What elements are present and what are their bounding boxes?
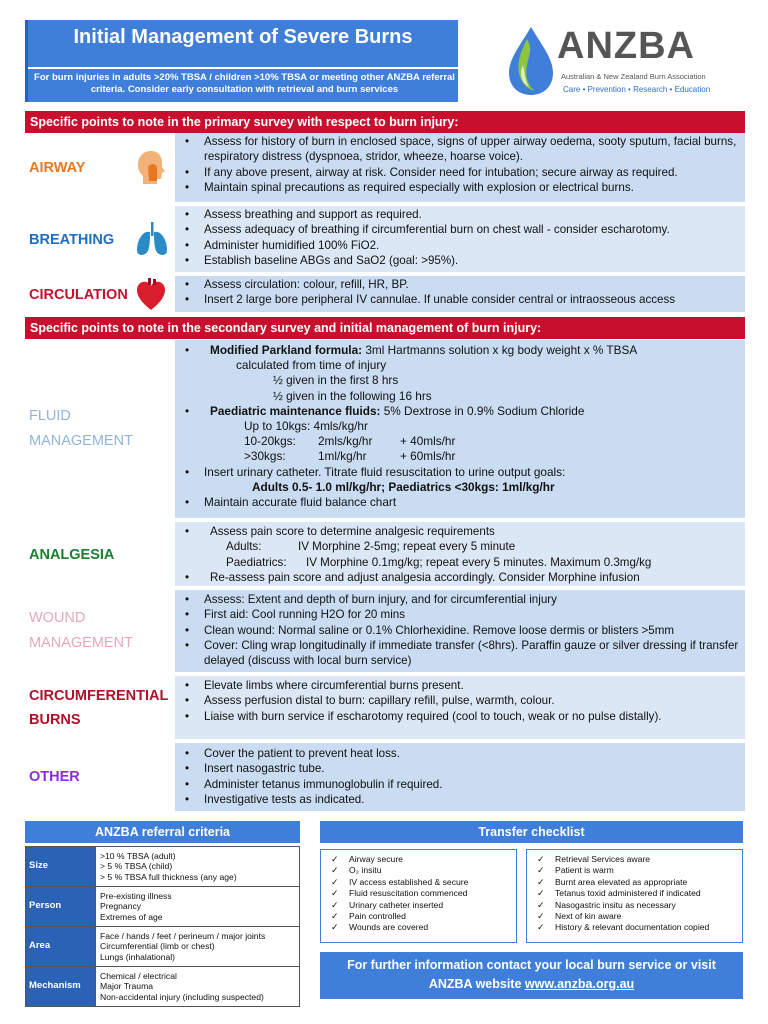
contact-banner [320, 952, 743, 999]
airway-point: • If any above present, airway at risk. Consider need for intubation; secure airway as required. [182, 165, 741, 180]
half-first: ½ given in the first 8 hrs [273, 373, 399, 388]
referral-line: Lungs (inhalational) [100, 951, 176, 962]
breathing-point: • Establish baseline ABGs and SaO2 (goal: >95%). [182, 253, 741, 268]
checklist-item: ✓ Wounds are covered [329, 922, 512, 933]
analgesia-assess: • Assess pain score to determine analgesic requirements [182, 524, 741, 539]
referral-line: > 5 % TBSA (child) [100, 861, 173, 872]
checklist-item: ✓ Nasogastric insitu as necessary [535, 900, 738, 911]
page-title: Initial Management of Severe Burns [73, 26, 413, 48]
fluid-points [178, 340, 745, 518]
logo-tagline: Care • Prevention • Research • Education [563, 85, 711, 94]
wound-point: • Clean wound: Normal saline or 0.1% Chlorhexidine. Remove loose dermis or blisters >5mm [182, 623, 741, 638]
wound-point: • Cover: Cling wrap longitudinally if immediate transfer (<8hrs). Paraffin gauze or silver dressing if transfer delayed (discuss with local burn service) [182, 638, 741, 669]
wound-row [25, 590, 745, 674]
other-points [178, 743, 745, 811]
referral-line: Non-accidental injury (including suspected) [100, 991, 264, 1002]
other-label-cell [25, 743, 175, 811]
circumferential-label-2: BURNS [29, 712, 81, 728]
referral-criteria-title: ANZBA referral criteria [25, 821, 300, 843]
checklist-item: ✓ Pain controlled [329, 911, 512, 922]
referral-line: Pre-existing illness [100, 890, 172, 901]
breathing-label: BREATHING [29, 232, 115, 248]
anzba-logo [505, 25, 745, 100]
airway-point: • Assess for history of burn in enclosed space, signs of upper airway oedema, sooty sputum, facial burns, respiratory distress (dyspnoea, stridor, wheeze, hoarse voice). [182, 134, 741, 165]
referral-value [96, 887, 300, 927]
airway-label: AIRWAY [29, 160, 86, 176]
other-point: • Cover the patient to prevent heat loss. [182, 746, 741, 761]
transfer-checklist-left [320, 849, 517, 943]
airway-point: • Maintain spinal precautions as required especially with explosion or electrical burns. [182, 180, 741, 195]
circulation-point: • Assess circulation: colour, refill, HR, BP. [182, 277, 741, 292]
primary-survey-banner: Specific points to note in the primary survey with respect to burn injury: [25, 111, 745, 133]
fluid-label: FLUID [29, 408, 71, 424]
referral-value [96, 967, 300, 1007]
referral-line: >10 % TBSA (adult) [100, 850, 176, 861]
referral-line: Extremes of age [100, 911, 163, 922]
paed-30: >30kgs: 1ml/kg/hr + 60mls/hr [244, 449, 456, 464]
paed-up10: Up to 10kgs: 4mls/kg/hr [244, 419, 368, 434]
head-airway-icon [133, 147, 169, 187]
lungs-icon [135, 222, 169, 258]
checklist-item: ✓ Airway secure [329, 854, 512, 865]
circumferential-point: • Liaise with burn service if escharotomy required (cool to touch, weak or no pulse distally). [182, 709, 741, 724]
contact-line: For further information contact your local burn service or visit [347, 958, 716, 972]
circulation-label: CIRCULATION [29, 287, 128, 303]
contact-line-2: ANZBA website www.anzba.org.au [428, 977, 635, 991]
other-point: • Administer tetanus immunoglobulin if required. [182, 777, 741, 792]
circumferential-row [25, 676, 745, 741]
referral-key: Area [26, 927, 96, 967]
analgesia-label: ANALGESIA [29, 547, 115, 563]
referral-line: Face / hands / feet / perineum / major joints [100, 930, 266, 941]
secondary-survey-banner: Specific points to note in the secondary survey and initial management of burn injury: [25, 317, 745, 339]
referral-line: Pregnancy [100, 901, 142, 912]
urinary-point: • Insert urinary catheter. Titrate fluid resuscitation to urine output goals: [182, 465, 741, 480]
transfer-checklist-right [526, 849, 743, 943]
header-banner [25, 20, 458, 102]
analgesia-points [178, 522, 745, 586]
referral-value [96, 847, 300, 887]
urine-goals: Adults 0.5- 1.0 ml/kg/hr; Paediatrics <30kgs: 1ml/kg/hr [252, 479, 555, 494]
checklist-item: ✓ History & relevant documentation copied [535, 922, 738, 933]
circulation-points [178, 276, 745, 312]
paed-10-20: 10-20kgs: 2mls/kg/hr + 40mls/hr [244, 434, 456, 449]
logo-wordmark: ANZBA [557, 25, 695, 67]
checklist-item: ✓ Patient is warm [535, 865, 738, 876]
circumferential-label-cell [25, 676, 175, 739]
airway-row [25, 133, 745, 204]
checklist-item: ✓ Next of kin aware [535, 911, 738, 922]
analgesia-adults: Adults: IV Morphine 2-5mg; repeat every 5 minute [226, 540, 516, 554]
referral-value [96, 927, 300, 967]
circumferential-point: • Assess perfusion distal to burn: capillary refill, pulse, warmth, colour. [182, 693, 741, 708]
circumferential-point: • Elevate limbs where circumferential burns present. [182, 678, 741, 693]
circulation-row [25, 276, 745, 314]
breathing-point: • Assess adequacy of breathing if circumferential burn on chest wall - consider escharotomy. [182, 222, 741, 237]
checklist-item: ✓ Burnt area elevated as appropriate [535, 877, 738, 888]
fluid-row [25, 340, 745, 520]
anzba-website-link[interactable]: www.anzba.org.au [524, 977, 635, 991]
half-second: ½ given in the following 16 hrs [273, 388, 432, 403]
fluid-label-cell [25, 340, 175, 518]
flame-drop-icon [505, 25, 557, 97]
table-row [26, 887, 300, 927]
table-row [26, 967, 300, 1007]
analgesia-row [25, 522, 745, 588]
airway-label-cell [25, 133, 175, 202]
other-row [25, 743, 745, 813]
referral-line: Major Trauma [100, 981, 154, 992]
breathing-points [178, 206, 745, 272]
paed-maintenance-point: • Paediatric maintenance fluids: 5% Dextrose in 0.9% Sodium Chloride [182, 404, 741, 419]
checklist-item: ✓ O₂ insitu [329, 865, 512, 876]
referral-criteria-table [25, 846, 300, 1007]
referral-line: Circumferential (limb or chest) [100, 941, 215, 952]
other-point: • Investigative tests as indicated. [182, 792, 741, 807]
breathing-row [25, 206, 745, 274]
referral-key: Mechanism [26, 967, 96, 1007]
airway-points [178, 133, 745, 202]
balance-point: • Maintain accurate fluid balance chart [182, 495, 741, 510]
checklist-item: ✓ Tetanus toxid administered if indicated [535, 888, 738, 899]
parkland-point: • Modified Parkland formula: 3ml Hartmanns solution x kg body weight x % TBSA [182, 343, 741, 358]
logo-full-name: Australian & New Zealand Burn Association [561, 72, 706, 81]
circulation-label-cell [25, 276, 175, 312]
header-criteria-text: For burn injuries in adults >20% TBSA / children >10% TBSA or meeting other ANZBA referral criteria. Consider early consultation with retrieval and burn services [34, 72, 455, 95]
checklist-item: ✓ Retrieval Services aware [535, 854, 738, 865]
wound-label-cell [25, 590, 175, 672]
breathing-point: • Administer humidified 100% FiO2. [182, 238, 741, 253]
breathing-label-cell [25, 206, 175, 272]
analgesia-paeds: Paediatrics: IV Morphine 0.1mg/kg; repeat every 5 minutes. Maximum 0.3mg/kg [226, 555, 652, 569]
parkland-cont: calculated from time of injury [236, 358, 387, 373]
table-row [26, 927, 300, 967]
other-label: OTHER [29, 769, 80, 785]
wound-point: • Assess: Extent and depth of burn injury, and for circumferential injury [182, 592, 741, 607]
analgesia-reassess: • Re-assess pain score and adjust analgesia accordingly. Consider Morphine infusion [182, 570, 741, 585]
breathing-point: • Assess breathing and support as required. [182, 207, 741, 222]
analgesia-label-cell [25, 522, 175, 586]
wound-point: • First aid: Cool running H2O for 20 mins [182, 607, 741, 622]
circumferential-points [178, 676, 745, 739]
referral-line: Chemical / electrical [100, 970, 177, 981]
wound-points [178, 590, 745, 672]
referral-line: > 5 % TBSA full thickness (any age) [100, 871, 237, 882]
checklist-item: ✓ Urinary catheter inserted [329, 900, 512, 911]
transfer-checklist-title: Transfer checklist [320, 821, 743, 843]
checklist-item: ✓ Fluid resuscitation commenced [329, 888, 512, 899]
checklist-item: ✓ IV access established & secure [329, 877, 512, 888]
circulation-point: • Insert 2 large bore peripheral IV cannulae. If unable consider central or intraosseous access [182, 292, 741, 307]
table-row [26, 847, 300, 887]
referral-key: Person [26, 887, 96, 927]
wound-label-2: MANAGEMENT [29, 635, 133, 651]
header-divider [28, 67, 458, 69]
circumferential-label: CIRCUMFERENTIAL [29, 688, 169, 704]
other-point: • Insert nasogastric tube. [182, 761, 741, 776]
fluid-label-2: MANAGEMENT [29, 433, 133, 449]
wound-label: WOUND [29, 610, 86, 626]
heart-icon [135, 278, 167, 312]
referral-key: Size [26, 847, 96, 887]
